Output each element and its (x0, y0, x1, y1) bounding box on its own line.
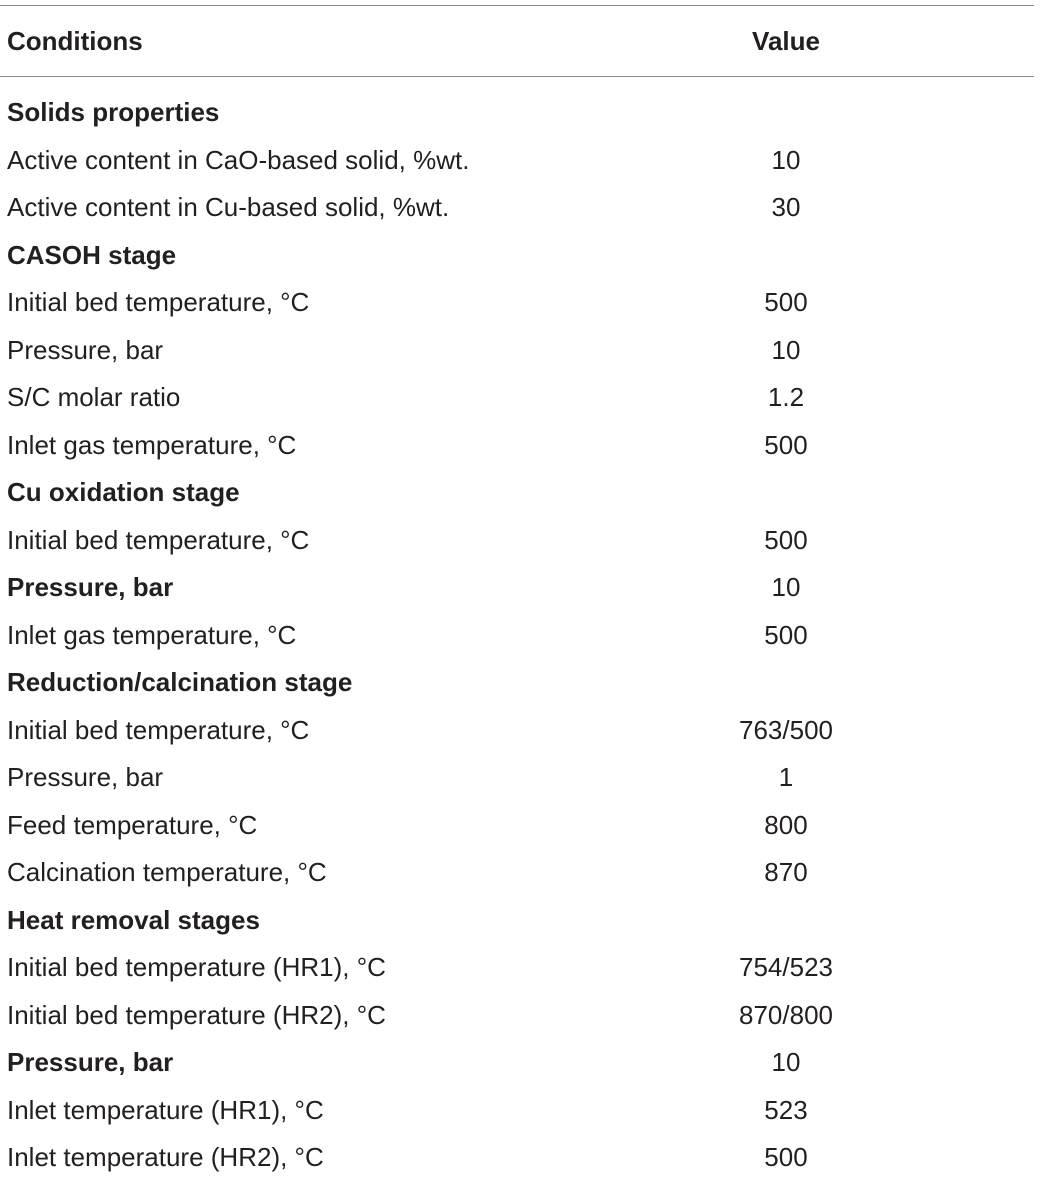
condition-label: Active content in Cu-based solid, %wt. (7, 192, 450, 222)
condition-label: Inlet gas temperature, °C (7, 429, 297, 460)
table-row (0, 802, 1034, 850)
condition-value: 870/800 (739, 999, 833, 1030)
condition-label: Pressure, bar (7, 572, 174, 602)
section-heading-row (0, 232, 1034, 280)
table-row (0, 1039, 1034, 1087)
condition-value: 1.2 (767, 382, 805, 412)
section-heading-row (0, 897, 1034, 945)
condition-label: Inlet temperature (HR2), °C (7, 1142, 324, 1172)
table-row (0, 184, 1034, 232)
section-heading: Heat removal stages (7, 904, 260, 935)
section-heading: Reduction/calcination stage (7, 667, 353, 697)
table-row (0, 707, 1034, 755)
section-heading-row (0, 89, 1034, 137)
condition-value: 10 (771, 144, 801, 175)
condition-value: 500 (764, 524, 808, 555)
condition-value: 30 (771, 192, 801, 222)
condition-value: 800 (764, 809, 808, 840)
table-row (0, 944, 1034, 992)
section-heading-row (0, 469, 1034, 517)
condition-value: 10 (771, 334, 801, 365)
condition-value: 500 (764, 287, 808, 317)
table-row (0, 1087, 1034, 1135)
condition-value: 1 (778, 762, 794, 792)
table-row (0, 564, 1034, 612)
condition-value: 500 (764, 1142, 808, 1172)
condition-value: 10 (771, 572, 801, 602)
condition-label: Initial bed temperature, °C (7, 524, 310, 555)
table-row (0, 327, 1034, 375)
table-body (0, 89, 1034, 1182)
table-header-rule (0, 76, 1034, 77)
condition-label: Inlet temperature (HR1), °C (7, 1094, 324, 1125)
condition-label: Pressure, bar (7, 762, 164, 792)
table-row (0, 754, 1034, 802)
condition-value: 870 (764, 857, 808, 887)
condition-label: Feed temperature, °C (7, 809, 258, 840)
condition-value: 500 (764, 619, 808, 650)
table-row (0, 517, 1034, 565)
table-row (0, 1134, 1034, 1182)
table-row (0, 279, 1034, 327)
condition-label: Initial bed temperature (HR2), °C (7, 999, 386, 1030)
condition-label: Initial bed temperature (HR1), °C (7, 952, 386, 982)
condition-value: 10 (771, 1047, 801, 1077)
condition-label: Inlet gas temperature, °C (7, 619, 297, 650)
section-heading: Cu oxidation stage (7, 477, 240, 507)
condition-value: 523 (764, 1094, 808, 1125)
condition-label: S/C molar ratio (7, 382, 181, 412)
header-value: Value (752, 26, 820, 56)
table-row (0, 374, 1034, 422)
condition-label: Initial bed temperature, °C (7, 714, 310, 745)
table-row (0, 992, 1034, 1040)
condition-label: Pressure, bar (7, 1047, 174, 1077)
table-row (0, 422, 1034, 470)
condition-label: Initial bed temperature, °C (7, 287, 310, 317)
table-row (0, 612, 1034, 660)
section-heading: CASOH stage (7, 239, 177, 270)
section-heading: Solids properties (7, 97, 220, 127)
section-heading-row (0, 659, 1034, 707)
condition-label: Calcination temperature, °C (7, 857, 327, 887)
table-row (0, 849, 1034, 897)
condition-value: 754/523 (739, 952, 833, 982)
condition-value: 500 (764, 429, 808, 460)
condition-label: Active content in CaO-based solid, %wt. (7, 144, 470, 175)
condition-value: 763/500 (739, 714, 833, 745)
table-header-row (0, 6, 1034, 76)
table-row (0, 137, 1034, 185)
header-conditions: Conditions (7, 26, 143, 56)
condition-label: Pressure, bar (7, 334, 164, 365)
